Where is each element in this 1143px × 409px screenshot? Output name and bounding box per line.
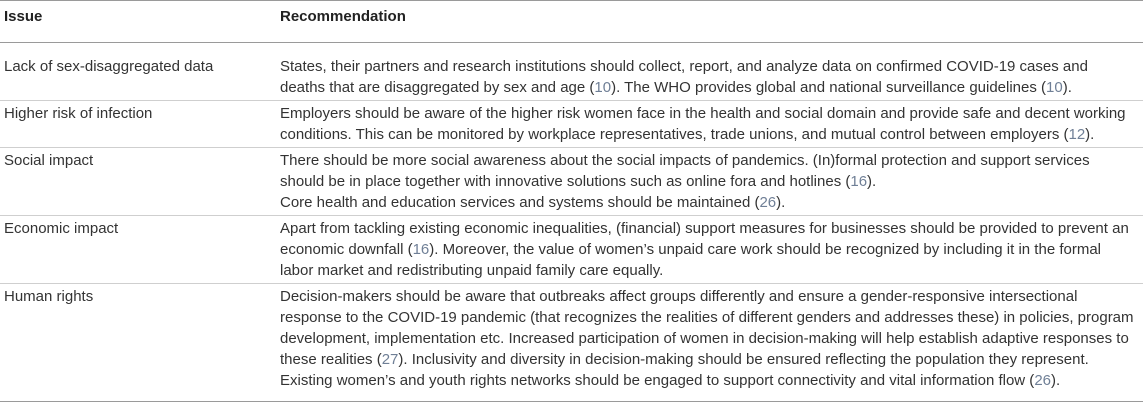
table-row bbox=[0, 284, 1143, 402]
citation-link[interactable]: 16 bbox=[412, 241, 430, 258]
recommendation-cell bbox=[280, 286, 1143, 391]
text-segment: labor market and redistributing unpaid family care equally. bbox=[280, 262, 664, 279]
text-segment: conditions. This can be monitored by workplace representatives, trade unions, and mutual control between employers ( bbox=[280, 126, 1069, 143]
citation-link[interactable]: 26 bbox=[759, 194, 777, 211]
recommendation-line bbox=[280, 349, 1143, 370]
text-segment: Apart from tackling existing economic inequalities, (financial) support measures for businesses should be provided to prevent an bbox=[280, 220, 1129, 237]
text-segment: ). bbox=[776, 194, 786, 211]
citation-link[interactable]: 16 bbox=[850, 173, 868, 190]
header-recommendation: Recommendation bbox=[280, 8, 406, 25]
recommendation-line bbox=[280, 192, 1143, 213]
recommendation-line bbox=[280, 239, 1143, 260]
table-row bbox=[0, 148, 1143, 216]
text-segment: ). Inclusivity and diversity in decision-making should be ensured reflecting the population they represent. bbox=[398, 351, 1089, 368]
recommendation-line bbox=[280, 218, 1143, 239]
text-segment: States, their partners and research institutions should collect, report, and analyze data on confirmed COVID-19 cases and bbox=[280, 58, 1088, 75]
text-segment: ). bbox=[1062, 79, 1072, 96]
recommendation-line bbox=[280, 103, 1143, 124]
table-row bbox=[0, 43, 1143, 101]
text-segment: should be in place together with innovative solutions such as online fora and hotlines ( bbox=[280, 173, 851, 190]
table-row bbox=[0, 101, 1143, 148]
recommendation-cell bbox=[280, 103, 1143, 145]
recommendation-cell bbox=[280, 56, 1143, 98]
text-segment: There should be more social awareness about the social impacts of pandemics. (In)formal protection and support services bbox=[280, 152, 1090, 169]
citation-link[interactable]: 27 bbox=[381, 351, 399, 368]
text-segment: Existing women’s and youth rights networks should be engaged to support connectivity and vital information flow ( bbox=[280, 372, 1035, 389]
table-body bbox=[0, 43, 1143, 402]
citation-link[interactable]: 10 bbox=[594, 79, 612, 96]
recommendation-cell bbox=[280, 218, 1143, 281]
issue-cell: Lack of sex-disaggregated data bbox=[4, 58, 214, 75]
citation-link[interactable]: 26 bbox=[1034, 372, 1051, 389]
recommendation-line bbox=[280, 260, 1143, 281]
text-segment: Employers should be aware of the higher risk women face in the health and social domain and provide safe and decent working bbox=[280, 105, 1126, 122]
recommendation-line bbox=[280, 56, 1143, 77]
issue-cell: Higher risk of infection bbox=[4, 105, 153, 122]
header-issue: Issue bbox=[4, 8, 43, 25]
citation-link[interactable]: 10 bbox=[1046, 79, 1063, 96]
text-segment: ). Moreover, the value of women’s unpaid care work should be recognized by including it in the formal bbox=[429, 241, 1102, 258]
text-segment: Core health and education services and systems should be maintained ( bbox=[280, 194, 760, 211]
recommendation-line bbox=[280, 77, 1143, 98]
recommendation-line bbox=[280, 370, 1143, 391]
text-segment: development, implementation etc. Increased participation of women in decision-making will help establish adaptive responses to bbox=[280, 330, 1129, 347]
text-segment: ). bbox=[867, 173, 877, 190]
text-segment: deaths that are disaggregated by sex and age ( bbox=[280, 79, 595, 96]
text-segment: these realities ( bbox=[280, 351, 382, 368]
text-segment: Decision-makers should be aware that outbreaks affect groups differently and ensure a gender-responsive intersectional bbox=[280, 288, 1078, 305]
recommendation-line bbox=[280, 124, 1143, 145]
table-row bbox=[0, 216, 1143, 284]
recommendation-line bbox=[280, 286, 1143, 307]
text-segment: ). bbox=[1051, 372, 1061, 389]
recommendation-line bbox=[280, 328, 1143, 349]
text-segment: ). bbox=[1085, 126, 1095, 143]
recommendation-line bbox=[280, 150, 1143, 171]
recommendation-line bbox=[280, 171, 1143, 192]
issue-cell: Human rights bbox=[4, 288, 94, 305]
issue-cell: Social impact bbox=[4, 152, 94, 169]
recommendation-cell bbox=[280, 150, 1143, 213]
table-header bbox=[0, 0, 1143, 43]
issue-cell: Economic impact bbox=[4, 220, 119, 237]
citation-link[interactable]: 12 bbox=[1068, 126, 1086, 143]
recommendation-line bbox=[280, 307, 1143, 328]
text-segment: response to the COVID-19 pandemic (that recognizes the realities of different genders and addresses these) in policies, program bbox=[280, 309, 1134, 326]
text-segment: ). The WHO provides global and national surveillance guidelines ( bbox=[611, 79, 1047, 96]
text-segment: economic downfall ( bbox=[280, 241, 413, 258]
